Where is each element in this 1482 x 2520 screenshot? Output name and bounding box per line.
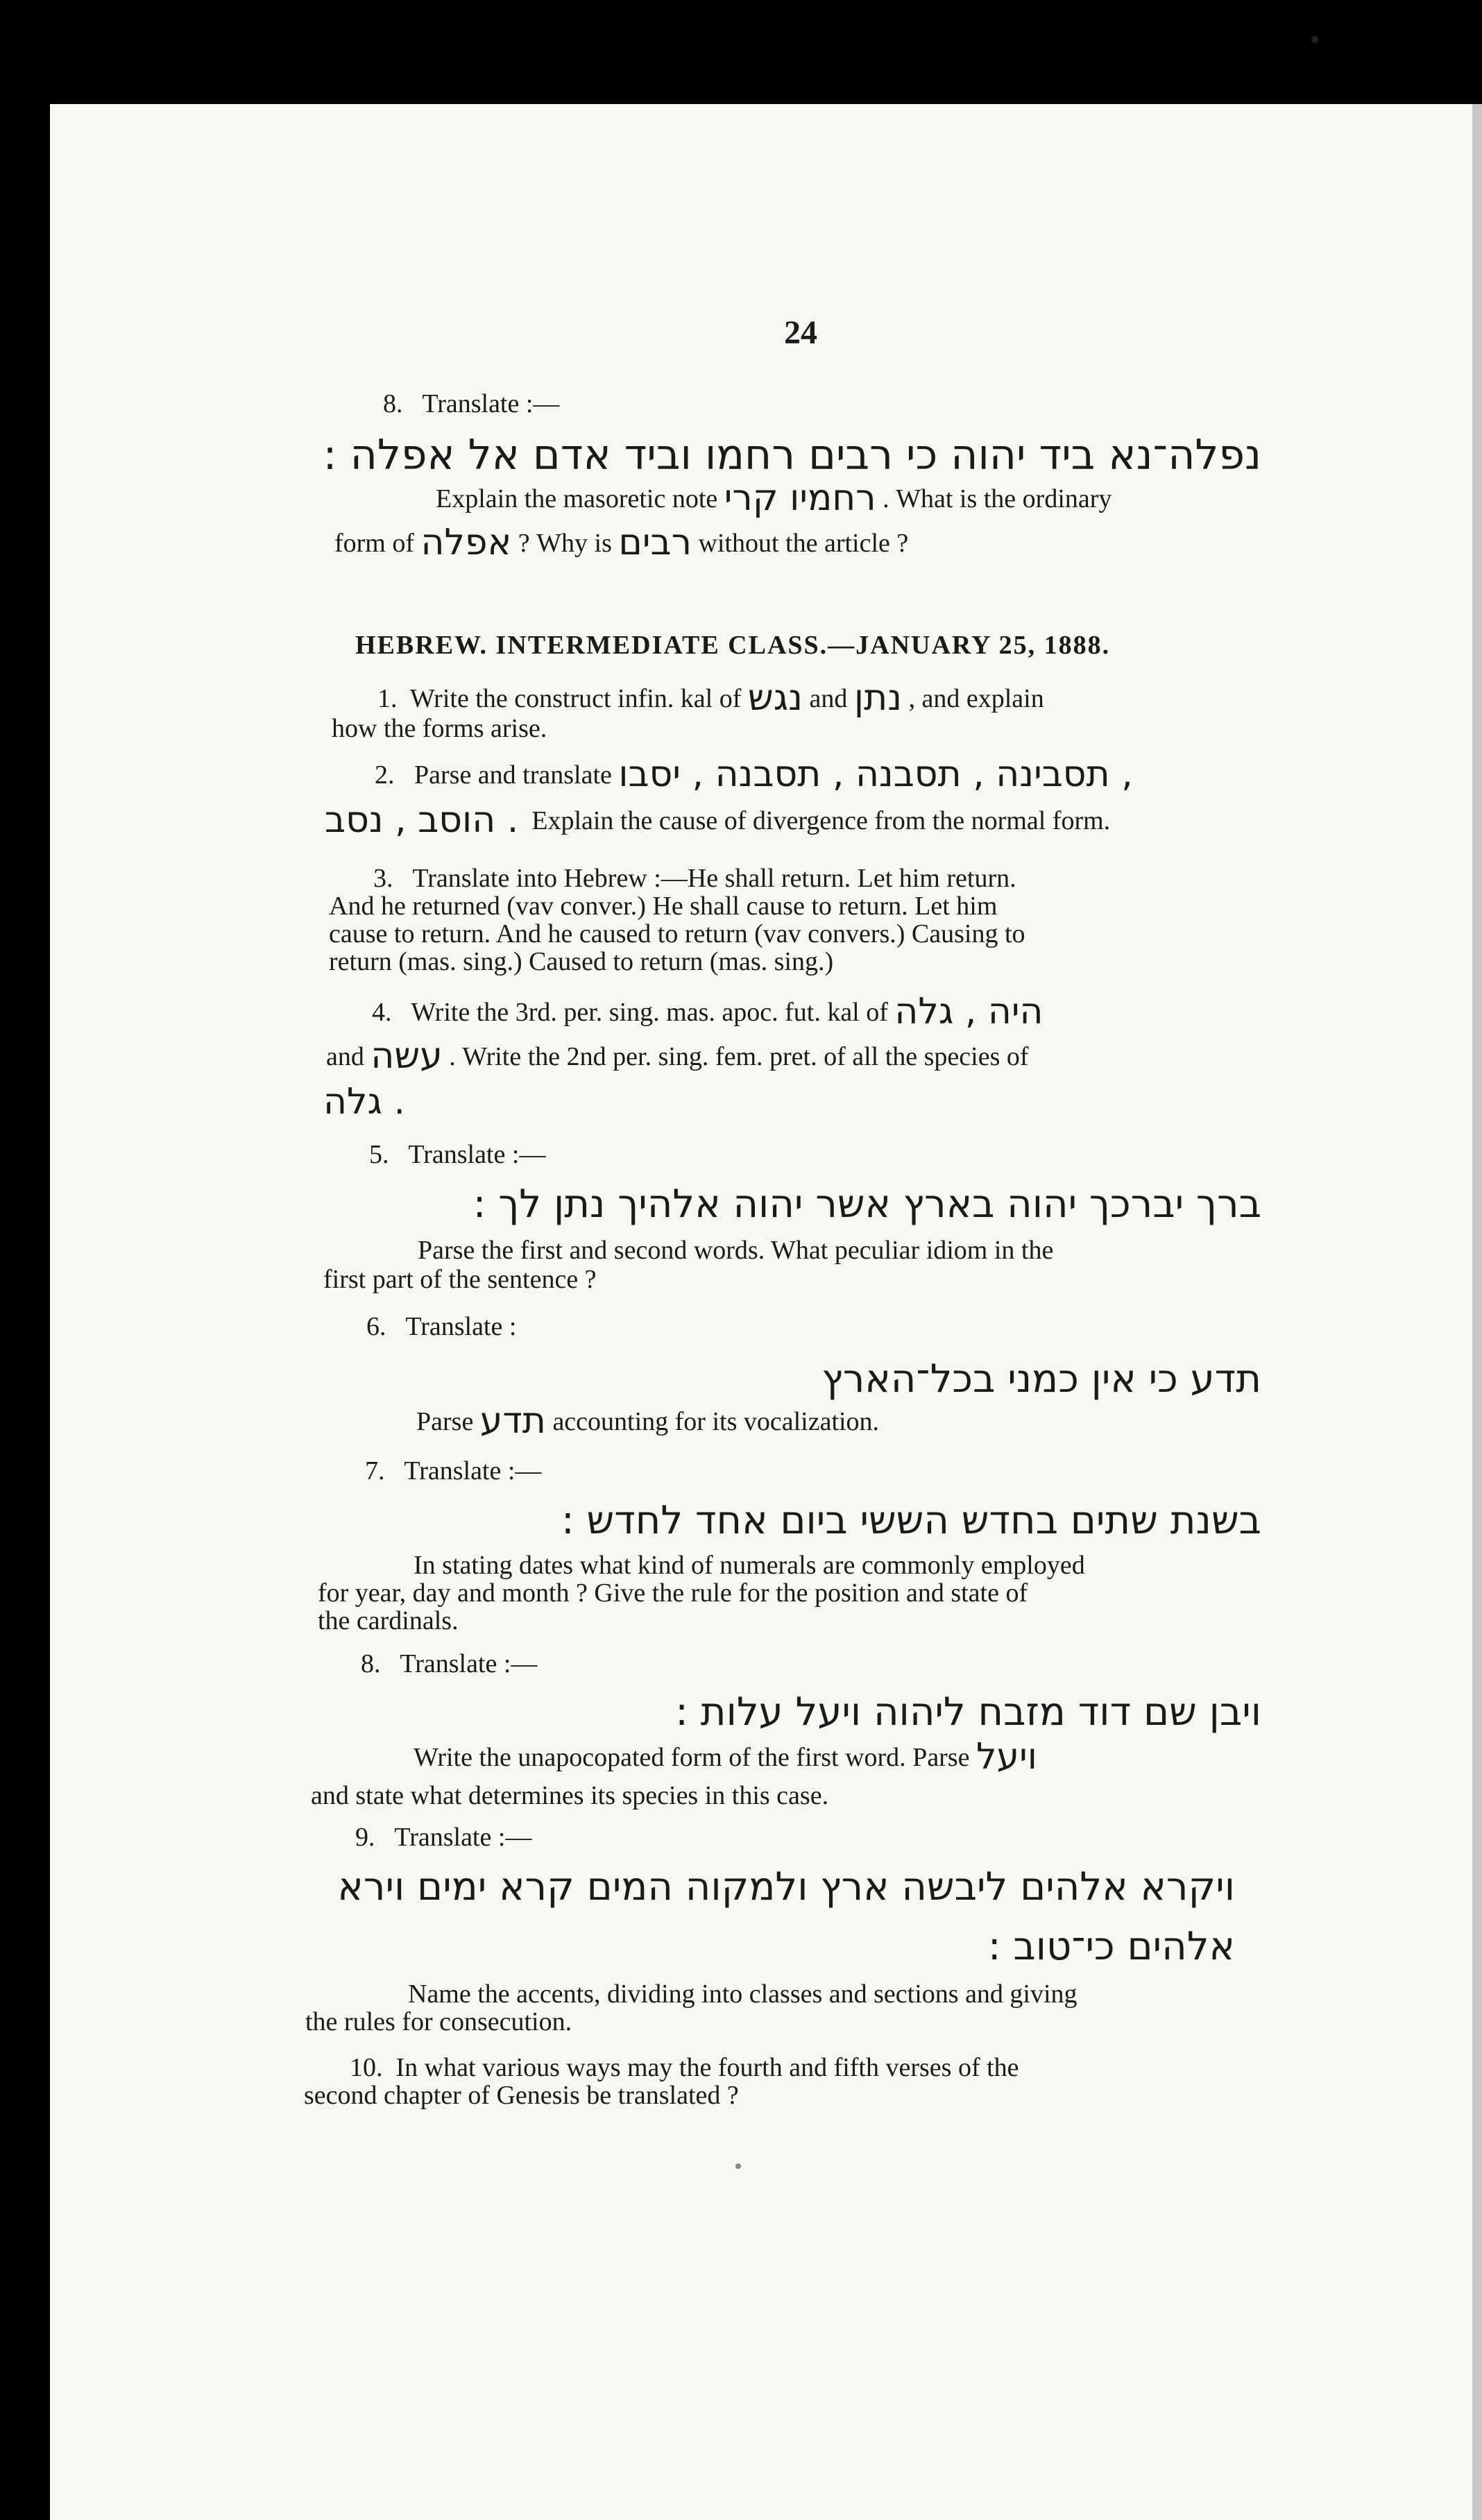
q3-line3: cause to return. And he caused to return (vav convers.) Causing to: [329, 919, 1025, 948]
q3-label: 3.: [373, 864, 393, 893]
q8-hebrew-inline: ויעל: [976, 1736, 1037, 1778]
q9-line1: Name the accents, dividing into classes and sections and giving: [408, 1980, 1078, 2009]
q4-label: 4.: [372, 998, 392, 1027]
q5-hebrew: ברך יברכך יהוה בארץ אשר יהוה אלהיך נתן לך :: [472, 1182, 1261, 1227]
q5-header: [369, 1139, 545, 1170]
q10-text-1: In what various ways may the fourth and fifth verses of the: [395, 2053, 1019, 2082]
q8-prev-line1-b: . What is the ordinary: [883, 484, 1112, 513]
q3-line4: return (mas. sing.) Caused to return (mas. sing.): [329, 947, 834, 976]
q5-line1: Parse the first and second words. What peculiar idiom in the: [418, 1236, 1054, 1265]
q8-hebrew: ויבן שם דוד מזבח ליהוה ויעל עלות :: [675, 1689, 1261, 1735]
q7-line1: In stating dates what kind of numerals are commonly employed: [414, 1551, 1085, 1580]
q1-hebrew2: נתן: [853, 677, 903, 719]
q7-line3: the cardinals.: [318, 1606, 459, 1635]
q8-prev-text: Translate :—: [422, 389, 560, 418]
q8-prev-line2-hebrew1: אפלה: [420, 522, 512, 563]
q6-text-b: accounting for its vocalization.: [552, 1407, 880, 1436]
q3-line1: [373, 863, 1016, 894]
q8-prev-line2-hebrew2: רבים: [618, 522, 692, 563]
q4-line1: [372, 991, 1044, 1032]
q3-text-1: Translate into Hebrew :—He shall return. Let him return.: [412, 864, 1016, 893]
q4-hebrew2: עשה: [370, 1035, 443, 1077]
q10-label: 10.: [350, 2053, 383, 2082]
q9-header: [355, 1822, 531, 1853]
q2-line2: [325, 799, 1111, 841]
q8-header: [361, 1649, 537, 1679]
q10-line1: [350, 2052, 1019, 2083]
page-number: 24: [784, 314, 817, 351]
q5-text: Translate :—: [408, 1140, 546, 1169]
q7-header: [365, 1456, 541, 1486]
q2-hebrew1: תסבינה , תסבנה , תסבנה , יסבו ,: [618, 754, 1133, 795]
q2-hebrew2: הוסב , נסב .: [325, 799, 519, 841]
q9-hebrew-line1: ויקרא אלהים ליבשה ארץ ולמקוה המים קרא ימים וירא: [337, 1864, 1235, 1909]
q1-text-b: and: [809, 684, 848, 713]
q10-line2: second chapter of Genesis be translated ?: [304, 2081, 739, 2110]
q8-line2: and state what determines its species in this case.: [311, 1781, 829, 1810]
q4-text-b: and: [326, 1042, 364, 1071]
q1-line1: [377, 677, 1044, 719]
q8-prev-hebrew: נפלה־נא ביד יהוה כי רבים רחמו וביד אדם אל אפלה :: [323, 431, 1261, 479]
q6-header: [366, 1311, 516, 1342]
q9-hebrew-line2: אלהים כי־טוב :: [987, 1924, 1235, 1969]
q7-line2: for year, day and month ? Give the rule for the position and state of: [318, 1578, 1028, 1608]
q1-text-c: , and explain: [908, 684, 1044, 713]
q3-line2: And he returned (vav conver.) He shall cause to return. Let him: [329, 892, 998, 921]
q8-prev-label: 8.: [383, 389, 403, 418]
q7-hebrew: בשנת שתים בחדש הששי ביום אחד לחדש :: [561, 1498, 1261, 1543]
q4-text-a: Write the 3rd. per. sing. mas. apoc. fut. kal of: [411, 998, 888, 1027]
q2-label: 2.: [375, 760, 395, 790]
q6-hebrew: תדע כי אין כמני בכל־הארץ: [821, 1356, 1261, 1402]
q8-prev-line1-a: Explain the masoretic note: [436, 484, 718, 513]
q8-prev-header: [383, 389, 559, 419]
q8-line1: [414, 1736, 1037, 1778]
q4-text-c: . Write the 2nd per. sing. fem. pret. of all the species of: [449, 1042, 1029, 1071]
q4-line2: [326, 1035, 1029, 1077]
q4-line3: [323, 1081, 406, 1123]
q1-text-a: Write the construct infin. kal of: [409, 684, 742, 713]
q8-prev-line2: [334, 522, 909, 563]
q8-prev-line2-c: without the article ?: [698, 529, 909, 558]
q7-label: 7.: [365, 1456, 385, 1485]
q8-text: Translate :—: [400, 1649, 538, 1678]
q6-text: Translate :: [405, 1312, 517, 1341]
q5-line2: first part of the sentence ?: [323, 1265, 597, 1294]
q2-text-b: Explain the cause of divergence from the normal form.: [531, 806, 1111, 835]
q9-line2: the rules for consecution.: [305, 2007, 572, 2036]
q4-hebrew3: גלה .: [323, 1081, 406, 1123]
q7-text: Translate :—: [404, 1456, 542, 1485]
scan-speck: [735, 2163, 741, 2169]
q9-text: Translate :—: [394, 1823, 532, 1852]
q6-text-a: Parse: [416, 1407, 474, 1436]
q1-label: 1.: [377, 684, 398, 713]
scan-speck: [1311, 36, 1318, 43]
q5-label: 5.: [369, 1140, 389, 1169]
section-heading: HEBREW. INTERMEDIATE CLASS.—JANUARY 25, 1888.: [355, 631, 1111, 660]
q8-prev-line2-b: ? Why is: [518, 529, 612, 558]
q8-prev-line1: [436, 477, 1112, 519]
q1-hebrew1: נגש: [747, 677, 803, 719]
page-edge: [1472, 104, 1482, 2520]
q2-line1: [375, 754, 1133, 795]
q6-line1: [416, 1400, 880, 1442]
q1-line2: how the forms arise.: [332, 714, 547, 743]
q4-hebrew1: היה , גלה: [894, 991, 1044, 1032]
q6-hebrew-inline: תדע: [479, 1400, 546, 1442]
q8-prev-line2-a: form of: [334, 529, 415, 558]
q8-text-a: Write the unapocopated form of the first word. Parse: [414, 1743, 970, 1772]
q9-label: 9.: [355, 1823, 375, 1852]
q6-label: 6.: [366, 1312, 386, 1341]
q2-text-a: Parse and translate: [414, 760, 612, 790]
q8-label: 8.: [361, 1649, 381, 1678]
q8-prev-line1-hebrew: רחמיו קרי: [724, 477, 876, 519]
